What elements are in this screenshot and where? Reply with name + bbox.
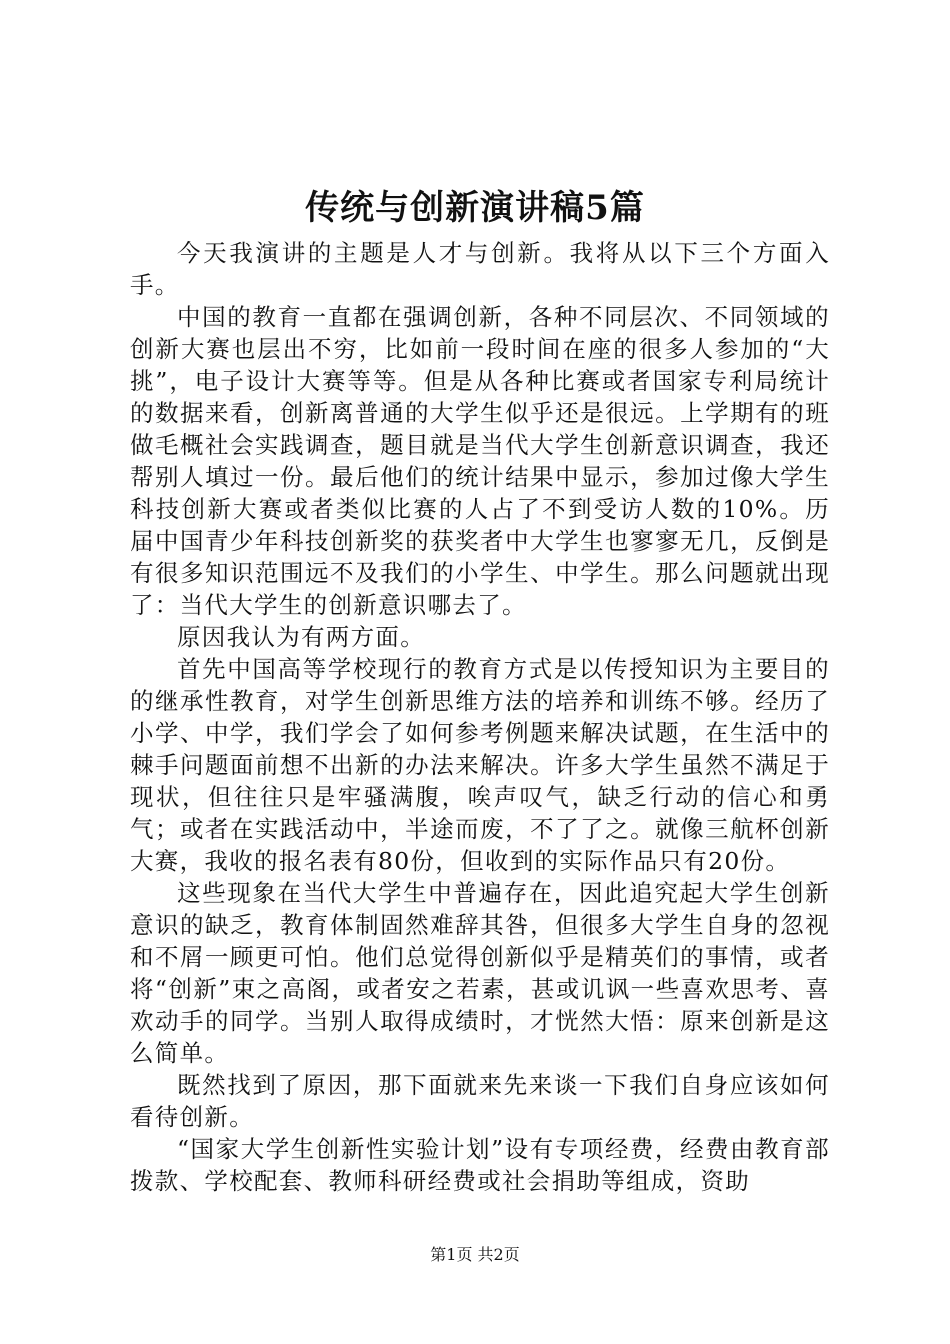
paragraph-4: 首先中国高等学校现行的教育方式是以传授知识为主要目的的继承性教育，对学生创新思维方法的培养和训练不够。经历了小学、中学，我们学会了如何参考例题来解决试题，在生活中的棘手问题面前想不出新的办法来解决。许多大学生虽然不满足于现状，但往往只是牢骚满腹，唉声叹气，缺乏行动的信心和勇气；或者在实践活动中，半途而废，不了了之。就像三航杯创新大赛，我收的报名表有80份，但收到的实际作品只有20份。 [130, 655, 830, 875]
paragraph-5: 这些现象在当代大学生中普遍存在，因此追究起大学生创新意识的缺乏，教育体制固然难辞其咎，但很多大学生自身的忽视和不屑一顾更可怕。他们总觉得创新似乎是精英们的事情，或者将“创新”束之高阁，或者安之若素，甚或讥讽一些喜欢思考、喜欢动手的同学。当别人取得成绩时，才恍然大悟：原来创新是这么简单。 [130, 879, 830, 1067]
paragraph-7: “国家大学生创新性实验计划”设有专项经费，经费由教育部拨款、学校配套、教师科研经费或社会捐助等组成，资助 [130, 1135, 830, 1195]
paragraph-1: 今天我演讲的主题是人才与创新。我将从以下三个方面入手。 [130, 239, 830, 299]
paragraph-3: 原因我认为有两方面。 [177, 623, 425, 651]
page-footer: 第1页 共2页 [430, 1245, 520, 1264]
document-body [130, 237, 830, 1197]
paragraph-2: 中国的教育一直都在强调创新，各种不同层次、不同领域的创新大赛也层出不穷，比如前一段时间在座的很多人参加的“大挑”，电子设计大赛等等。但是从各种比赛或者国家专利局统计的数据来看，创新离普通的大学生似乎还是很远。上学期有的班做毛概社会实践调查，题目就是当代大学生创新意识调查，我还帮别人填过一份。最后他们的统计结果中显示，参加过像大学生科技创新大赛或者类似比赛的人占了不到受访人数的10%。历届中国青少年科技创新奖的获奖者中大学生也寥寥无几，反倒是有很多知识范围远不及我们的小学生、中学生。那么问题就出现了：当代大学生的创新意识哪去了。 [130, 303, 830, 619]
paragraph-6: 既然找到了原因，那下面就来先来谈一下我们自身应该如何看待创新。 [130, 1071, 830, 1131]
document-title: 传统与创新演讲稿5篇 [305, 188, 645, 228]
